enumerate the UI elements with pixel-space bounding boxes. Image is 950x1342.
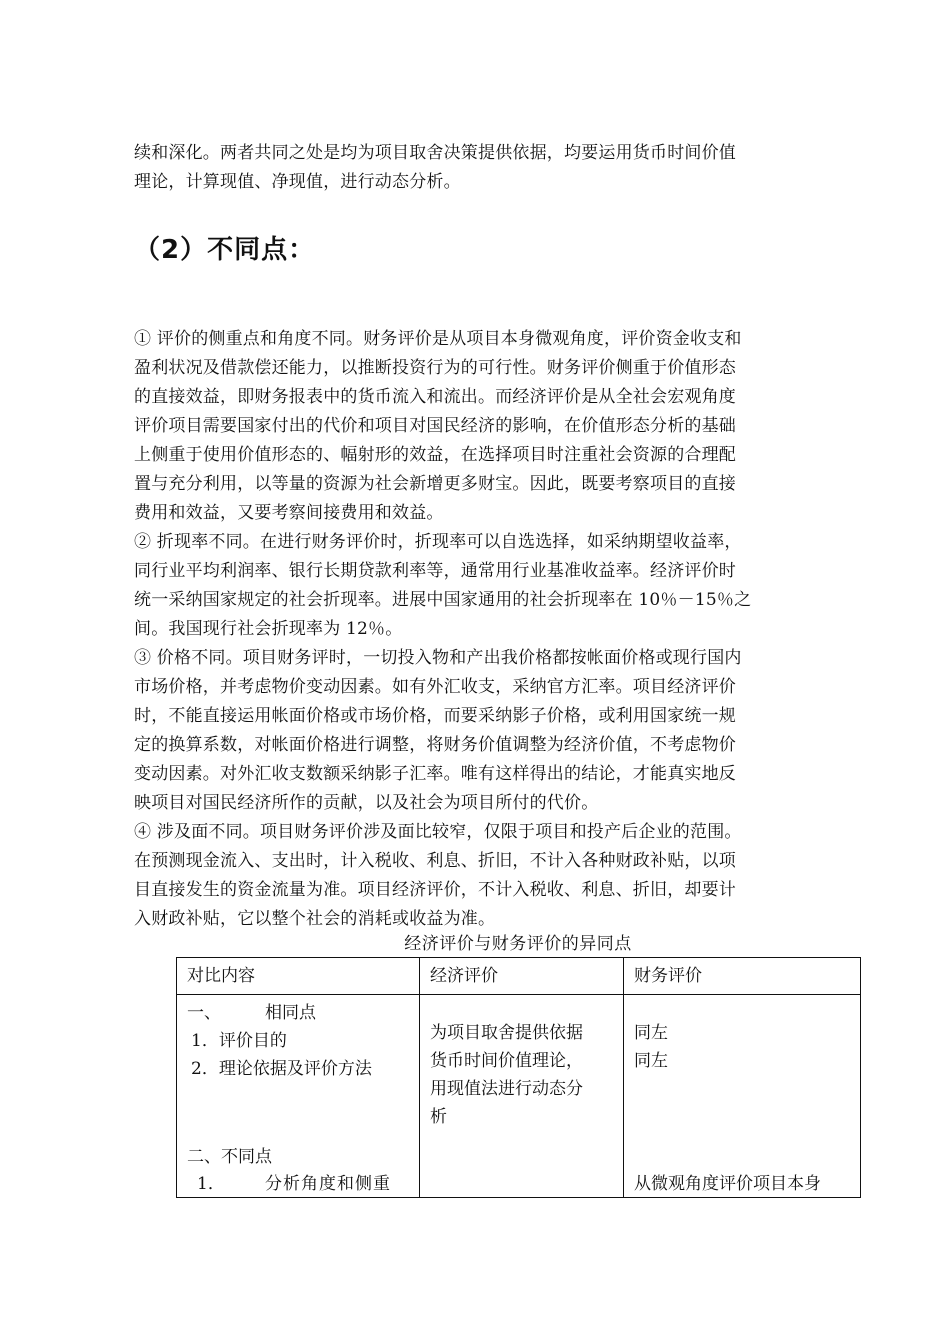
text-line: 入财政补贴，它以整个社会的消耗或收益为准。: [134, 909, 496, 929]
text-line: 续和深化。两者共同之处是均为项目取舍决策提供依据，均要运用货币时间价值: [134, 143, 736, 163]
intro-paragraph: [134, 139, 824, 197]
diff-item-number: 1．: [197, 1174, 225, 1194]
point-3-paragraph: [134, 644, 824, 818]
differences-section: [134, 325, 824, 934]
point-4-paragraph: [134, 818, 824, 934]
diff-heading: 二、不同点: [187, 1147, 272, 1167]
table-cell-comparison: [177, 995, 420, 1198]
text-line: ① 评价的侧重点和角度不同。财务评价是从项目本身微观角度，评价资金收支和: [134, 329, 742, 349]
table-header-row: [177, 958, 861, 995]
financial-line-3: 从微观角度评价项目本身: [634, 1174, 821, 1194]
comparison-table: [176, 957, 861, 1198]
financial-line-1: 同左: [634, 1023, 668, 1043]
section-heading: （2）不同点：: [134, 235, 316, 265]
header-cell-financial: 财务评价: [624, 958, 861, 995]
text-line: 变动因素。对外汇收支数额采纳影子汇率。唯有这样得出的结论，才能真实地反: [134, 764, 736, 784]
text-line: 同行业平均利润率、银行长期贷款利率等，通常用行业基准收益率。经济评价时: [134, 561, 736, 581]
economic-line-1: 为项目取舍提供依据: [430, 1023, 583, 1043]
header-cell-comparison: 对比内容: [177, 958, 420, 995]
point-1-paragraph: [134, 325, 824, 528]
diff-item-label: 分析角度和侧重: [265, 1174, 391, 1194]
table-cell-financial: [624, 995, 861, 1198]
text-line: 市场价格，并考虑物价变动因素。如有外汇收支，采纳官方汇率。项目经济评价: [134, 677, 736, 697]
same-item-2: 2．理论依据及评价方法: [191, 1059, 372, 1079]
header-cell-economic: 经济评价: [420, 958, 624, 995]
text-line: 理论，计算现值、净现值，进行动态分析。: [134, 172, 461, 192]
text-line: 在预测现金流入、支出时，计入税收、利息、折旧，不计入各种财政补贴，以项: [134, 851, 736, 871]
text-line: 盈利状况及借款偿还能力，以推断投资行为的可行性。财务评价侧重于价值形态: [134, 358, 736, 378]
text-line: 目直接发生的资金流量为准。项目经济评价，不计入税收、利息、折旧，却要计: [134, 880, 736, 900]
same-heading-number: 一、: [187, 1003, 221, 1023]
text-line: 时，不能直接运用帐面价格或市场价格，而要采纳影子价格，或利用国家统一规: [134, 706, 736, 726]
text-line: 的直接效益，即财务报表中的货币流入和流出。而经济评价是从全社会宏观角度: [134, 387, 736, 407]
same-item-1: 1．评价目的: [191, 1031, 287, 1051]
text-line: 置与充分利用，以等量的资源为社会新增更多财宝。因此，既要考察项目的直接: [134, 474, 736, 494]
economic-line-3: 用现值法进行动态分: [430, 1079, 583, 1099]
table-cell-economic: [420, 995, 624, 1198]
economic-line-4: 析: [430, 1107, 447, 1127]
text-line: 评价项目需要国家付出的代价和项目对国民经济的影响，在价值形态分析的基础: [134, 416, 736, 436]
table-title: 经济评价与财务评价的异同点: [404, 934, 632, 954]
point-2-paragraph: [134, 528, 824, 644]
text-line: 定的换算系数，对帐面价格进行调整，将财务价值调整为经济价值，不考虑物价: [134, 735, 736, 755]
text-line: 费用和效益，又要考察间接费用和效益。: [134, 503, 444, 523]
text-line: 映项目对国民经济所作的贡献，以及社会为项目所付的代价。: [134, 793, 599, 813]
text-line: 上侧重于使用价值形态的、幅射形的效益，在选择项目时注重社会资源的合理配: [134, 445, 736, 465]
text-line: 间。我国现行社会折现率为 12％。: [134, 619, 403, 639]
text-line: ② 折现率不同。在进行财务评价时，折现率可以自选选择，如采纳期望收益率，: [134, 532, 742, 552]
same-heading-label: 相同点: [265, 1003, 316, 1023]
table-row: [177, 995, 861, 1198]
financial-line-2: 同左: [634, 1051, 668, 1071]
economic-line-2: 货币时间价值理论，: [430, 1051, 583, 1071]
text-line: 统一采纳国家规定的社会折现率。进展中国家通用的社会折现率在 10％－15％之: [134, 590, 752, 610]
text-line: ④ 涉及面不同。项目财务评价涉及面比较窄，仅限于项目和投产后企业的范围。: [134, 822, 742, 842]
text-line: ③ 价格不同。项目财务评时，一切投入物和产出我价格都按帐面价格或现行国内: [134, 648, 742, 668]
